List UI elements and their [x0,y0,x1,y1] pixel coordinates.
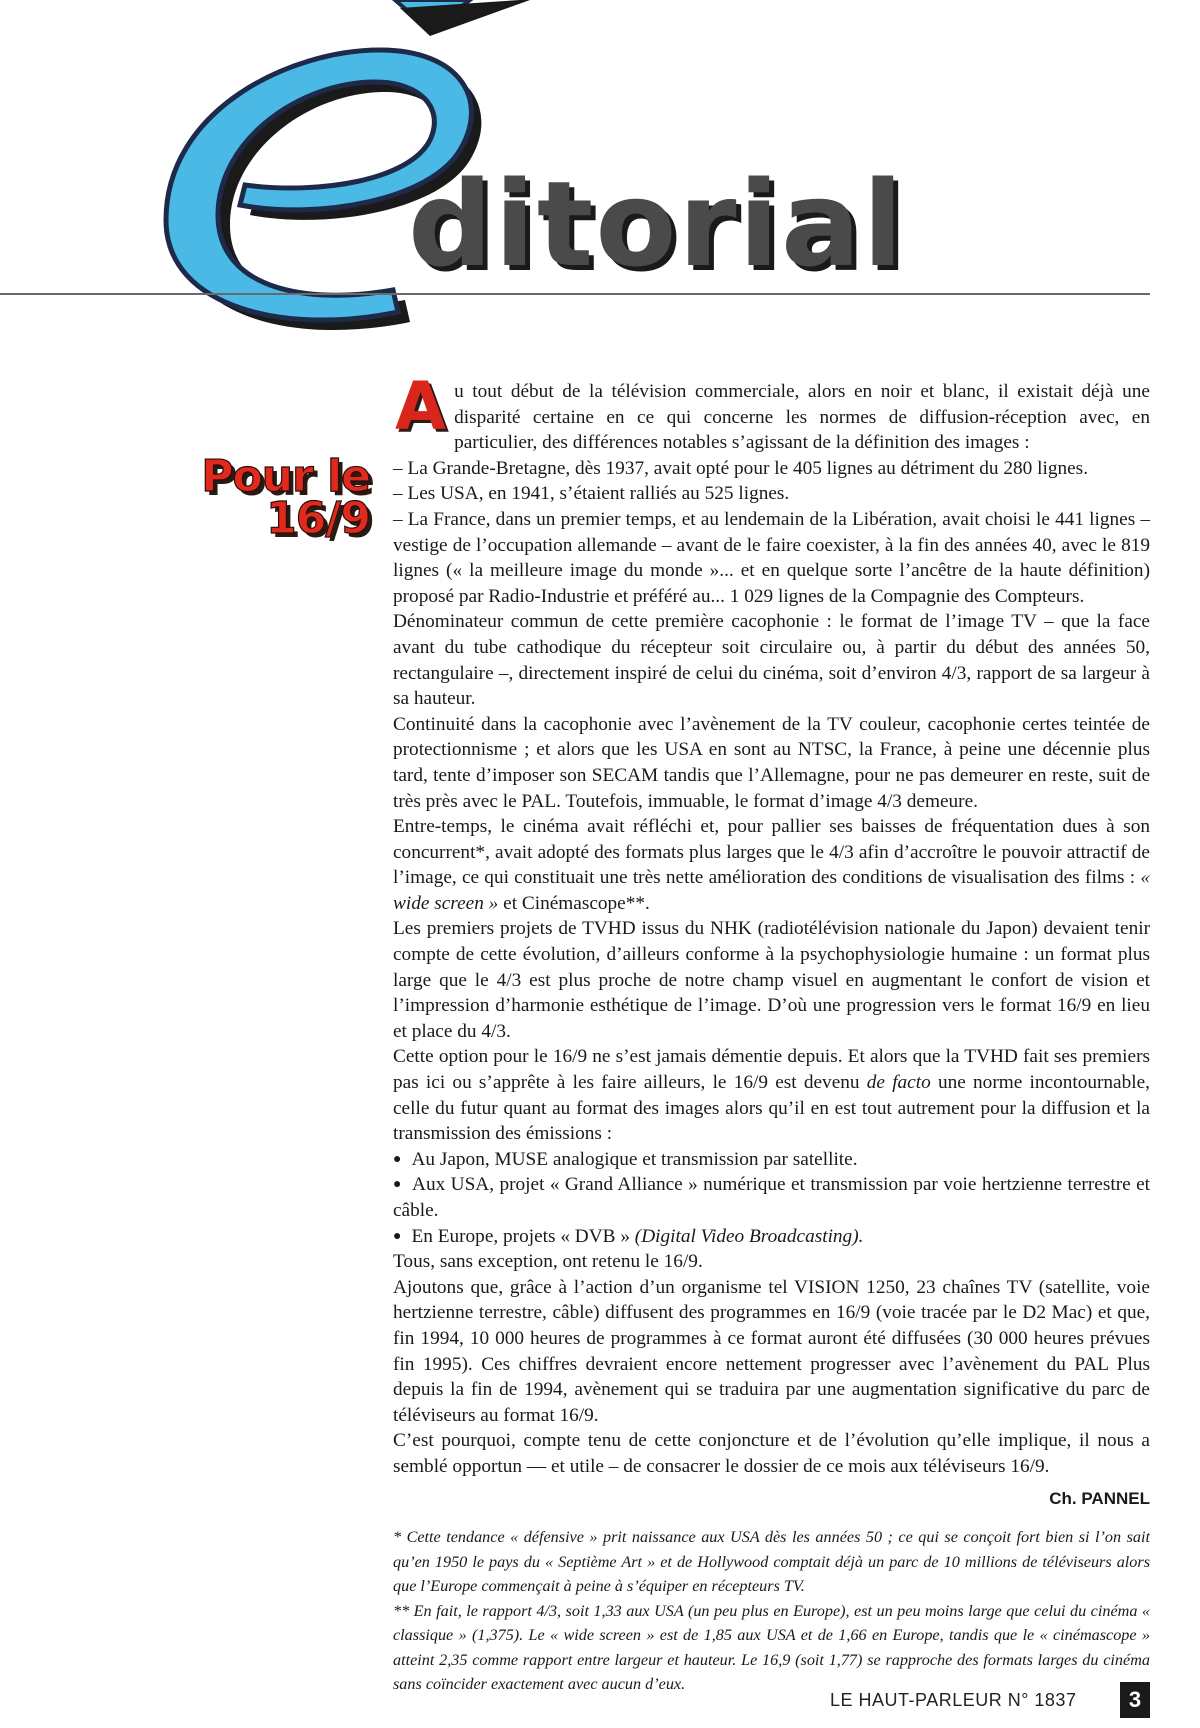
paragraph-8: C’est pourquoi, compte tenu de cette conjoncture et de l’évolution qu’elle implique, il nous a semblé opportun — et utile – de consacrer le dossier de ce mois aux téléviseurs 16/9. [393,1430,1150,1477]
intro-text: u tout début de la télévision commerciale, alors en noir et blanc, il existait déjà une disparité certaine en ce qui concerne les normes de diffusion-réception avec, en particulier, des différences notables s’agissant de la définition des images : [454,381,1150,454]
bullet-item: ● Au Japon, MUSE analogique et transmission par satellite. [393,1147,1150,1173]
list-item: – Les USA, en 1941, s’étaient ralliés au 525 lignes. [393,483,790,505]
paragraph-5-end: une norme incontournable, celle du futur quant au format des images alors qu’il en est tout autrement pour la diffusion et la transmission des émissions : [393,1072,1150,1145]
paragraph-4: Les premiers projets de TVHD issus du NHK (radiotélévision nationale du Japon) devaient tenir compte de cette évolution, d’ailleurs conforme à la psychophysiologie humaine : un format plus large que le 4/3 est plus proche de notre champ visuel en augmentant le confort de vision et l’impression d’harmonie esthétique de l’image. D’où une progression vers le format 16/9 en lieu et place du 4/3. [393,918,1150,1042]
side-title-line2: 16/9 [266,493,370,544]
paragraph-3-end: et Cinémascope**. [498,892,650,914]
paragraph-5-emphasis: de facto [866,1072,931,1094]
paragraph-3-text: Entre-temps, le cinéma avait réfléchi et, pour pallier ses baisses de fréquentation dues à son concurrent*, avait adopté des formats plus larges que le 4/3 afin d’accroître le pouvoir attractif de l’image, ce qui constituait une très nette amélioration des conditions de visualisation des films : [393,816,1150,889]
list-item: – La Grande-Bretagne, dès 1937, avait opté pour le 405 lignes au détriment du 280 lignes. [393,457,1089,479]
masthead-rule [0,293,1150,295]
footnote: ** En fait, le rapport 4/3, soit 1,33 aux USA (un peu plus en Europe), est un peu moins large que celui du cinéma « classique » (1,375). Le « wide screen » est de 1,85 aux USA et de 1,66 en Europe, tandis que le « cinémascope » atteint 2,35 comme rapport entre largeur et hauteur. Le 16,9 (soit 1,77) se rapproche des formats larges du cinéma sans coïncider exactement avec aucun d’eux. [393,1601,1150,1694]
paragraph-7: Ajoutons que, grâce à l’action d’un organisme tel VISION 1250, 23 chaînes TV (satellite, voie hertzienne terrestre, câble) diffusent des programmes en 16/9 (voie tracée par le D2 Mac) et que, fin 1994, 10 000 heures de programmes à ce format auront été diffusées (30 000 heures prévues fin 1995). Ces chiffres devraient encore nettement progresser avec l’avènement du PAL Plus depuis la fin de 1994, avènement qui se traduira par une augmentation significative du parc de téléviseurs au format 16/9. [393,1276,1150,1426]
list-item: – La France, dans un premier temps, et au lendemain de la Libération, avait choisi le 441 lignes – vestige de l’occupation allemande – avant de le faire coexister, à la fin des années 40, avec le 819 lignes (« la meilleure image du monde »... et en quelque sorte l’ancêtre de la haute définition) proposé par Radio-Industrie et préféré au... 1 029 lignes de la Compagnie des Compteurs. [393,508,1150,607]
page-number: 3 [1120,1682,1150,1718]
bullet-3-text: En Europe, projets « DVB » [411,1225,635,1247]
paragraph-6: Tous, sans exception, ont retenu le 16/9. [393,1251,703,1273]
magazine-footer: LE HAUT-PARLEUR N° 1837 [830,1690,1077,1710]
paragraph-1: Dénominateur commun de cette première cacophonie : le format de l’image TV – que la face avant du tube cathodique du récepteur soit circulaire ou, à partir du début des années 50, rectangulaire –, directement inspiré de celui du cinéma, soit d’environ 4/3, rapport de sa largeur à sa hauteur. [393,611,1150,710]
drop-cap: A [395,368,447,445]
paragraph-3-emphasis: « wide screen » [393,867,1150,914]
bullet-3-emphasis: (Digital Video Broadcasting). [634,1225,864,1247]
side-title [201,451,370,544]
author-signature: Ch. PANNEL [1049,1488,1150,1508]
side-title-line1: Pour le [201,451,370,502]
article-body [393,368,1150,1697]
paragraph-5-text: Cette option pour le 16/9 ne s’est jamais démentie depuis. Et alors que la TVHD fait ses premiers pas ici ou s’apprête à les faire ailleurs, le 16/9 est devenu [393,1046,1150,1094]
paragraph-2: Continuité dans la cacophonie avec l’avènement de la TV couleur, cacophonie certes teintée de protectionnisme ; et alors que les USA en sont au NTSC, la France, à peine une décennie plus tard, tente d’imposer son SECAM tandis que l’Allemagne, pour ne pas demeurer en reste, suit de très près avec le PAL. Toutefois, immuable, le format d’image 4/3 demeure. [393,713,1150,812]
bullet-item [393,1224,1150,1250]
footnote: * Cette tendance « défensive » prit naissance aux USA dès les années 50 ; ce qui se conçoit fort bien si l’on sait qu’en 1950 le pays du « Septième Art » et de Hollywood comptait déjà un parc de 10 millions de téléviseurs alors que l’Europe commençait à peine à s’équiper en récepteurs TV. [393,1528,1150,1596]
intro-paragraph [393,368,1150,456]
paragraph-3 [393,814,1150,916]
bullet-item: ● Aux USA, projet « Grand Alliance » numérique et transmission par voie hertzienne terrestre et câble. [393,1172,1150,1223]
masthead-title: ditorial [408,155,906,293]
footnotes [393,1525,1150,1697]
paragraph-5 [393,1044,1150,1146]
masthead [0,0,1200,340]
